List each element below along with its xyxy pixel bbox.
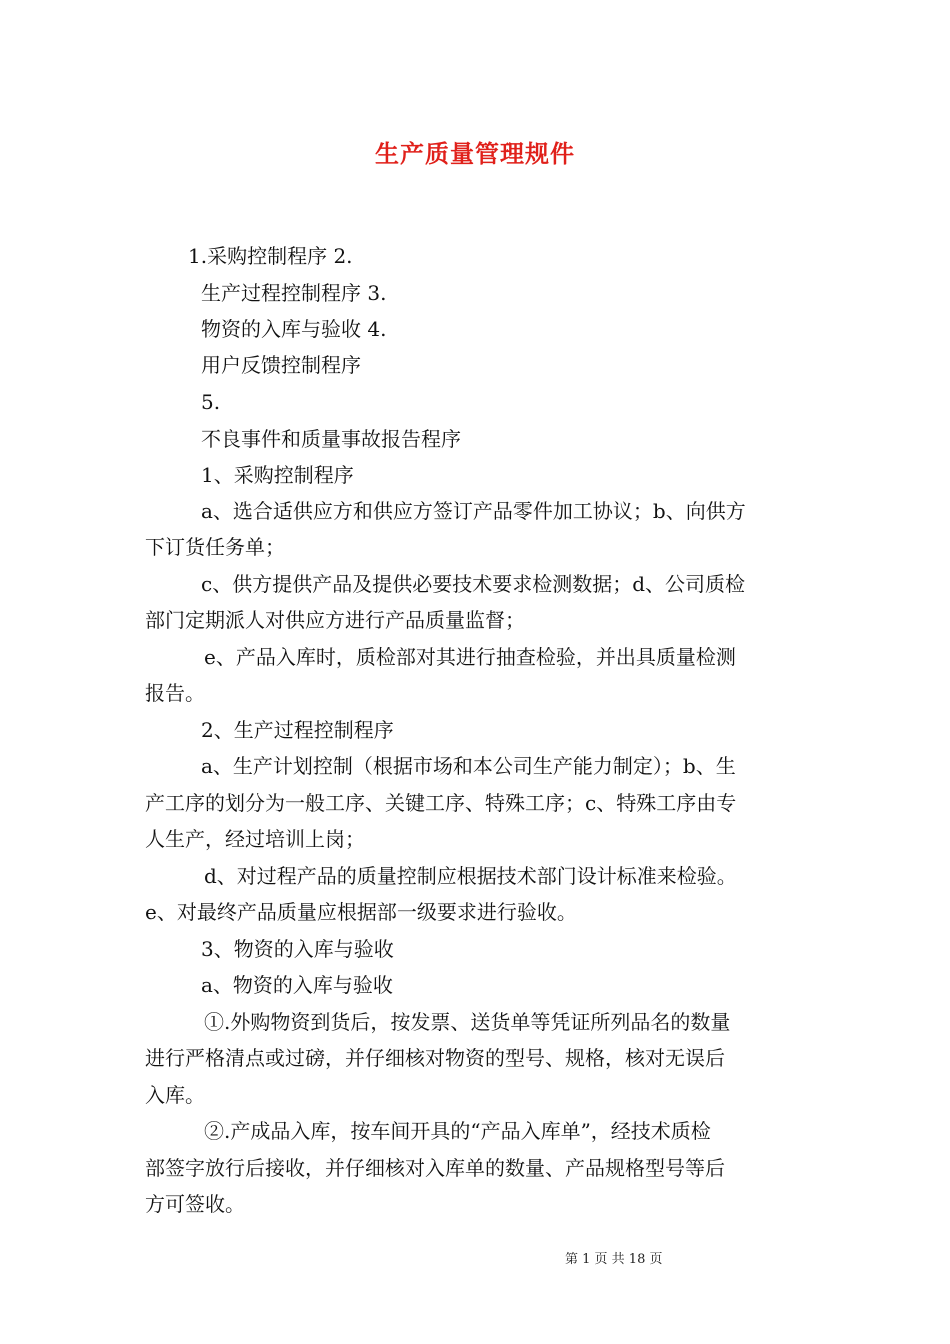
- page-number: 第 1 页 共 18 页: [565, 1252, 663, 1267]
- body-line: a、生产计划控制（根据市场和本公司生产能力制定）；b、生: [201, 754, 736, 778]
- body-line: e、产品入库时，质检部对其进行抽查检验，并出具质量检测: [204, 645, 736, 669]
- body-line: ②.产成品入库，按车间开具的“产品入库单”，经技术质检: [204, 1119, 711, 1143]
- body-line: e、对最终产品质量应根据部一级要求进行验收。: [145, 900, 577, 924]
- body-line: 进行严格清点或过磅，并仔细核对物资的型号、规格，核对无误后: [145, 1046, 725, 1070]
- body-line: 部门定期派人对供应方进行产品质量监督；: [145, 608, 525, 632]
- body-line: 方可签收。: [145, 1192, 245, 1216]
- body-line: 部签字放行后接收，并仔细核对入库单的数量、产品规格型号等后: [145, 1156, 725, 1180]
- toc-line: 物资的入库与验收 4.: [201, 317, 387, 341]
- toc-line: 不良事件和质量事故报告程序: [201, 427, 461, 451]
- body-line: a、选合适供应方和供应方签订产品零件加工协议；b、向供方: [201, 499, 746, 523]
- body-line: 产工序的划分为一般工序、关键工序、特殊工序；c、特殊工序由专: [145, 791, 737, 815]
- body-line: d、对过程产品的质量控制应根据技术部门设计标准来检验。: [204, 864, 737, 888]
- body-line: ①.外购物资到货后，按发票、送货单等凭证所列品名的数量: [204, 1010, 731, 1034]
- toc-line: 用户反馈控制程序: [201, 353, 361, 377]
- section-heading: 1、采购控制程序: [201, 463, 354, 487]
- body-line: c、供方提供产品及提供必要技术要求检测数据；d、公司质检: [201, 572, 746, 596]
- toc-line: 生产过程控制程序 3.: [201, 281, 387, 305]
- document-title: 生产质量管理规件: [375, 139, 575, 168]
- toc-line: 1.采购控制程序 2.: [188, 244, 353, 268]
- body-line: a、物资的入库与验收: [201, 973, 393, 997]
- toc-line: 5.: [201, 390, 221, 414]
- section-heading: 2、生产过程控制程序: [201, 718, 394, 742]
- body-line: 下订货任务单；: [145, 535, 285, 559]
- body-line: 入库。: [145, 1083, 205, 1107]
- body-line: 报告。: [145, 681, 205, 705]
- section-heading: 3、物资的入库与验收: [201, 937, 394, 961]
- body-line: 人生产，经过培训上岗；: [145, 827, 365, 851]
